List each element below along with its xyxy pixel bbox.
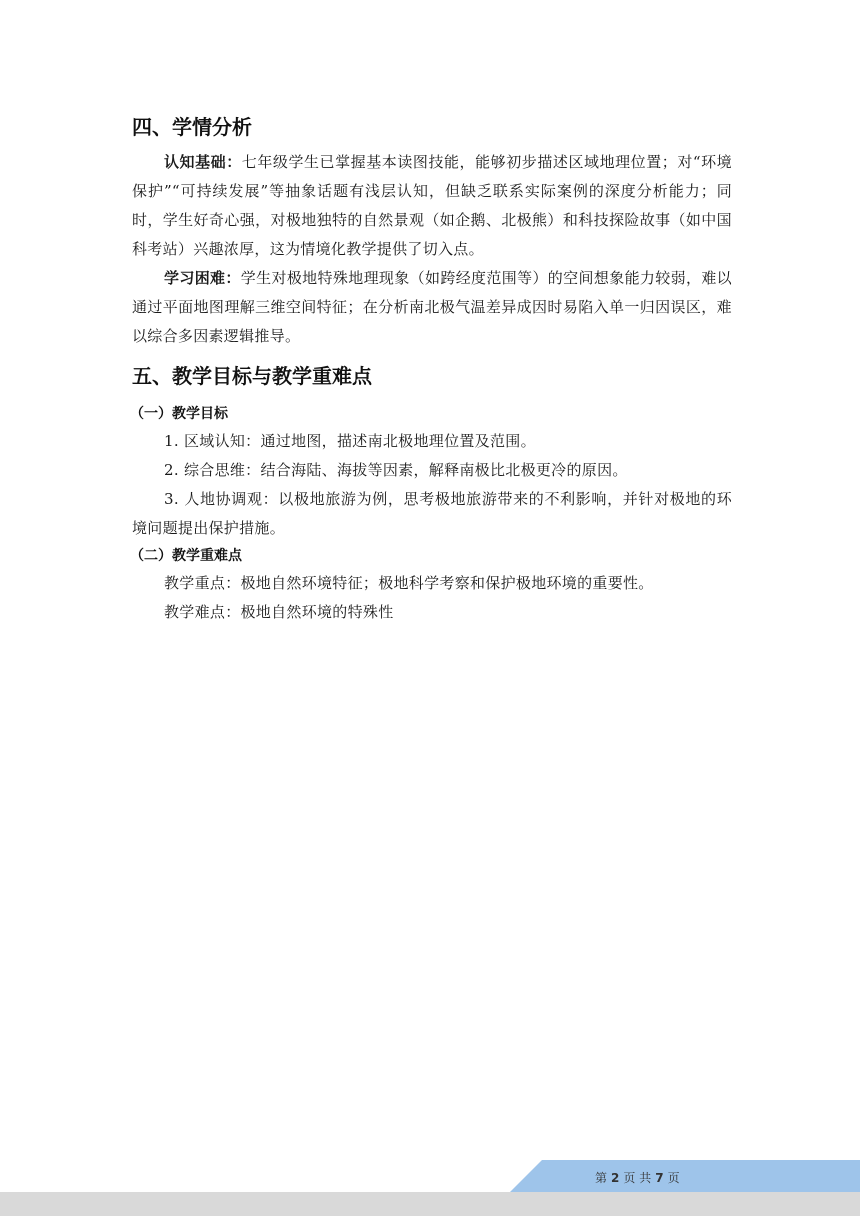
page-content xyxy=(132,112,732,627)
objective-item: 2. 综合思维：结合海陆、海拔等因素，解释南极比北极更冷的原因。 xyxy=(164,461,628,479)
footer-accent-tab xyxy=(510,1160,860,1192)
paragraph-cognitive-basis xyxy=(132,148,732,264)
page-number-suffix: 页 xyxy=(667,1171,680,1185)
current-page: 2 xyxy=(611,1171,620,1185)
key-point-item: 教学重点：极地自然环境特征；极地科学考察和保护极地环境的重要性。 xyxy=(164,574,654,592)
objective-item: 3. 人地协调观：以极地旅游为例，思考极地旅游带来的不利影响，并针对极地的环境问题提出保护措施。 xyxy=(132,490,732,537)
paragraph-learning-difficulty xyxy=(132,264,732,351)
objective-item: 1. 区域认知：通过地图，描述南北极地理位置及范围。 xyxy=(164,432,536,450)
page-number-prefix: 第 xyxy=(595,1171,608,1185)
paragraph-body: 七年级学生已掌握基本读图技能，能够初步描述区域地理位置；对“环境保护”“可持续发展”等抽象话题有浅层认知，但缺乏联系实际案例的深度分析能力；同时，学生好奇心强，对极地独特的自然景观（如企鹅、北极熊）和科技探险故事（如中国科考站）兴趣浓厚，这为情境化教学提供了切入点。 xyxy=(132,153,732,258)
subheading-key-difficult-points: （二）教学重难点 xyxy=(130,548,242,564)
section-heading-learner-analysis: 四、学情分析 xyxy=(132,115,252,139)
paragraph-lead-label: 认知基础： xyxy=(164,153,242,171)
paragraph-body: 学生对极地特殊地理现象（如跨经度范围等）的空间想象能力较弱，难以通过平面地图理解三维空间特征；在分析南北极气温差异成因时易陷入单一归因误区，难以综合多因素逻辑推导。 xyxy=(132,269,732,345)
page-number xyxy=(595,1170,680,1186)
subheading-teaching-objectives: （一）教学目标 xyxy=(130,406,228,422)
difficult-point-item: 教学难点：极地自然环境的特殊性 xyxy=(164,603,394,621)
footer-band xyxy=(0,1192,860,1216)
page-number-middle: 页 共 xyxy=(623,1171,652,1185)
paragraph-lead-label: 学习困难： xyxy=(164,269,241,287)
total-pages: 7 xyxy=(655,1171,664,1185)
section-heading-objectives: 五、教学目标与教学重难点 xyxy=(132,364,372,388)
